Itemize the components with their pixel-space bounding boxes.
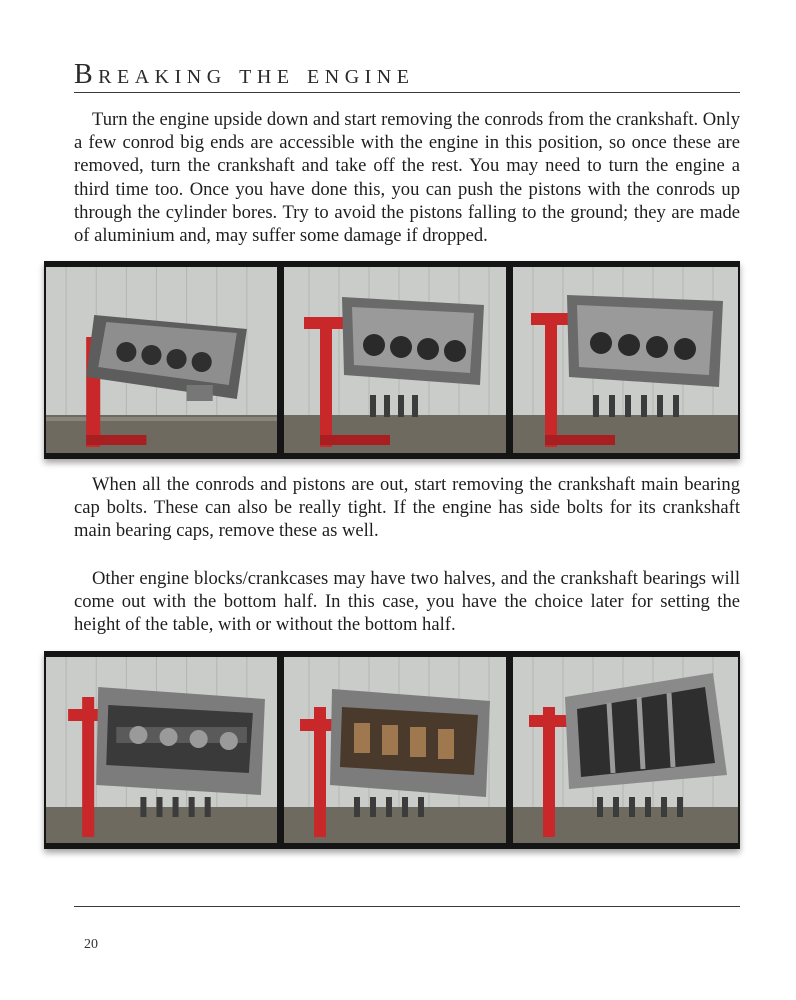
- paragraph-1: Turn the engine upside down and start removing the conrods from the crankshaft. Only a few conrod big ends are accessible with the engine in this position, so once these are removed, turn the crankshaft and take off the rest. You may need to turn the engine a third time too. Once you have done this, you can push the pistons with the conrods up through the cylinder bores. Try to avoid the pistons falling to the ground; they are made of aluminium and, may suffer some damage if dropped.: [74, 109, 740, 247]
- chapter-heading: Breaking the engine: [74, 58, 740, 93]
- photo-strip-1: [44, 261, 740, 459]
- footer-rule: [74, 906, 740, 907]
- photo-engine-inverted-3: [513, 267, 738, 453]
- photo-engine-inverted-1: [46, 267, 277, 453]
- photo-engine-inverted-2: [284, 267, 506, 453]
- photo-crankshaft-2: [284, 657, 506, 843]
- photo-strip-2: [44, 651, 740, 849]
- photo-crankshaft-3: [513, 657, 738, 843]
- paragraph-3: Other engine blocks/crankcases may have two halves, and the crankshaft bearings will come out with the bottom half. In this case, you have the choice later for setting the height of the table, with or without the bottom half.: [74, 568, 740, 636]
- page-number: 20: [84, 937, 98, 952]
- paragraph-2: When all the conrods and pistons are out, start removing the crankshaft main bearing cap bolts. These can also be really tight. If the engine has side bolts for its crankshaft main bearing caps, remove these as well.: [74, 474, 740, 542]
- photo-crankshaft-1: [46, 657, 277, 843]
